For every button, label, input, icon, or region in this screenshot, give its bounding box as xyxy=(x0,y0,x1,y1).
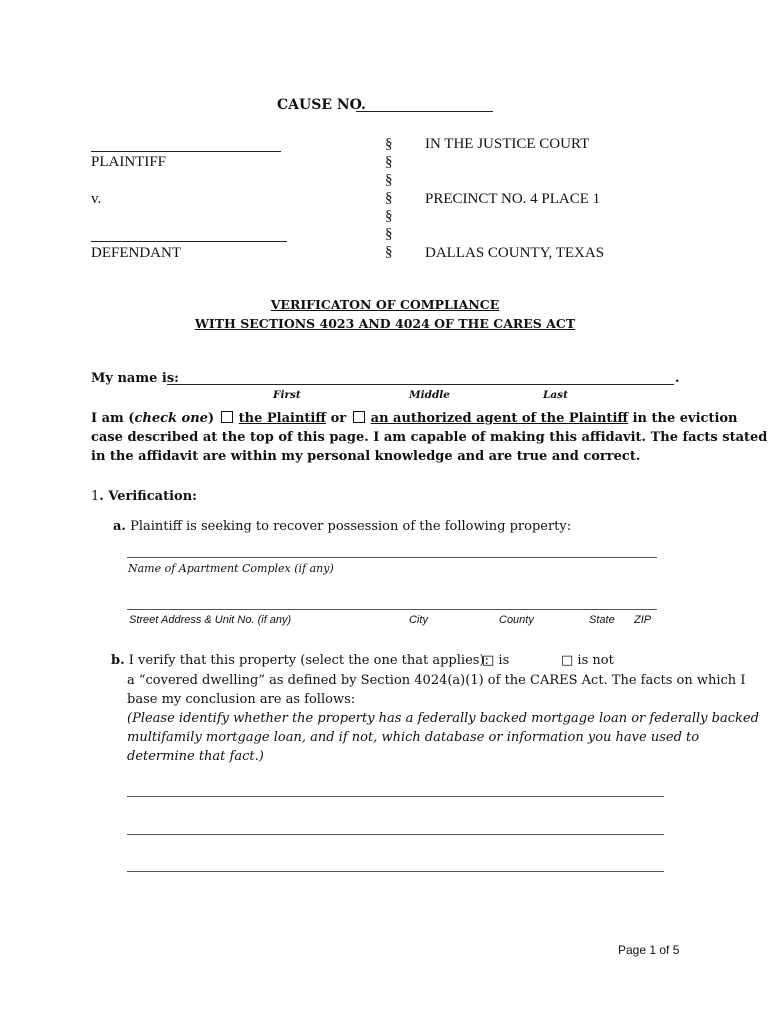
is-not-checkbox[interactable]: □ is not xyxy=(561,653,614,668)
cause-number-field[interactable] xyxy=(356,111,493,112)
city-caption: City xyxy=(409,614,428,626)
state-caption: State xyxy=(589,614,615,626)
verification-title: . Verification: xyxy=(99,489,197,504)
section-symbol: § xyxy=(385,136,393,152)
street-caption: Street Address & Unit No. (if any) xyxy=(129,614,292,626)
last-name-caption: Last xyxy=(543,389,568,401)
identity-line1 xyxy=(91,411,738,426)
is-checkbox[interactable]: □ is xyxy=(482,653,510,668)
zip-caption: ZIP xyxy=(634,614,652,626)
section-symbol: § xyxy=(385,172,393,188)
agent-checkbox[interactable] xyxy=(353,411,365,423)
item-b-line3: base my conclusion are as follows: xyxy=(127,692,356,707)
section-symbol: § xyxy=(385,190,393,206)
precinct: PRECINCT NO. 4 PLACE 1 xyxy=(425,191,601,207)
i-am-text: I am ( xyxy=(91,411,135,426)
or-text: or xyxy=(330,411,347,426)
item-a xyxy=(113,519,571,534)
name-period: . xyxy=(675,371,680,386)
item-b-line2: a “covered dwelling” as defined by Section 4024(a)(1) of the CARES Act. The facts on which I xyxy=(127,673,746,688)
agent-option-label: an authorized agent of the Plaintiff xyxy=(370,411,629,426)
section-symbol: § xyxy=(385,208,393,224)
apartment-name-field[interactable] xyxy=(127,557,657,558)
identity-line3: in the affidavit are within my personal knowledge and are true and correct. xyxy=(91,449,641,464)
county-caption: County xyxy=(499,614,534,626)
item-a-label: a. xyxy=(113,519,126,534)
cause-number-label: CAUSE NO. xyxy=(277,97,366,113)
court-name: IN THE JUSTICE COURT xyxy=(425,136,590,152)
item-b xyxy=(111,653,489,668)
identity-line1-tail: in the eviction xyxy=(632,411,738,426)
county-state: DALLAS COUNTY, TEXAS xyxy=(425,245,605,261)
plaintiff-option-label: the Plaintiff xyxy=(238,411,327,426)
plaintiff-label: PLAINTIFF xyxy=(91,154,167,170)
apartment-caption: Name of Apartment Complex (if any) xyxy=(128,562,334,575)
full-name-field[interactable] xyxy=(167,384,674,385)
verification-heading xyxy=(91,489,197,504)
item-b-label: b. xyxy=(111,653,125,668)
first-name-caption: First xyxy=(273,389,301,401)
document-title-line1: VERIFICATON OF COMPLIANCE xyxy=(270,297,500,312)
address-field[interactable] xyxy=(127,609,657,610)
plaintiff-name-field[interactable] xyxy=(91,151,281,152)
versus-label: v. xyxy=(91,191,102,207)
answer-line-2[interactable] xyxy=(127,834,664,835)
section-symbol: § xyxy=(385,226,393,242)
answer-line-1[interactable] xyxy=(127,796,664,797)
close-paren: ) xyxy=(207,411,215,426)
item-a-text: Plaintiff is seeking to recover possession of the following property: xyxy=(130,519,572,534)
section-symbol: § xyxy=(385,154,393,170)
page-number: Page 1 of 5 xyxy=(618,943,680,957)
defendant-name-field[interactable] xyxy=(91,241,287,242)
middle-name-caption: Middle xyxy=(409,389,450,401)
instruction-line1: (Please identify whether the property has a federally backed mortgage loan or federally backed xyxy=(127,711,759,726)
identity-line2: case described at the top of this page. I am capable of making this affidavit. The facts stated xyxy=(91,430,768,445)
document-title-line2: WITH SECTIONS 4023 AND 4024 OF THE CARES ACT xyxy=(194,316,576,331)
plaintiff-checkbox[interactable] xyxy=(221,411,233,423)
instruction-line2: multifamily mortgage loan, and if not, which database or information you have used to xyxy=(127,730,700,745)
section-symbol: § xyxy=(385,244,393,260)
defendant-label: DEFENDANT xyxy=(91,245,181,261)
item-b-text: I verify that this property (select the one that applies): xyxy=(128,653,489,668)
instruction-line3: determine that fact.) xyxy=(127,749,264,764)
verification-number: 1 xyxy=(91,489,100,504)
check-one-text: check one xyxy=(134,411,208,426)
answer-line-3[interactable] xyxy=(127,871,664,872)
name-label: My name is: xyxy=(91,371,179,386)
